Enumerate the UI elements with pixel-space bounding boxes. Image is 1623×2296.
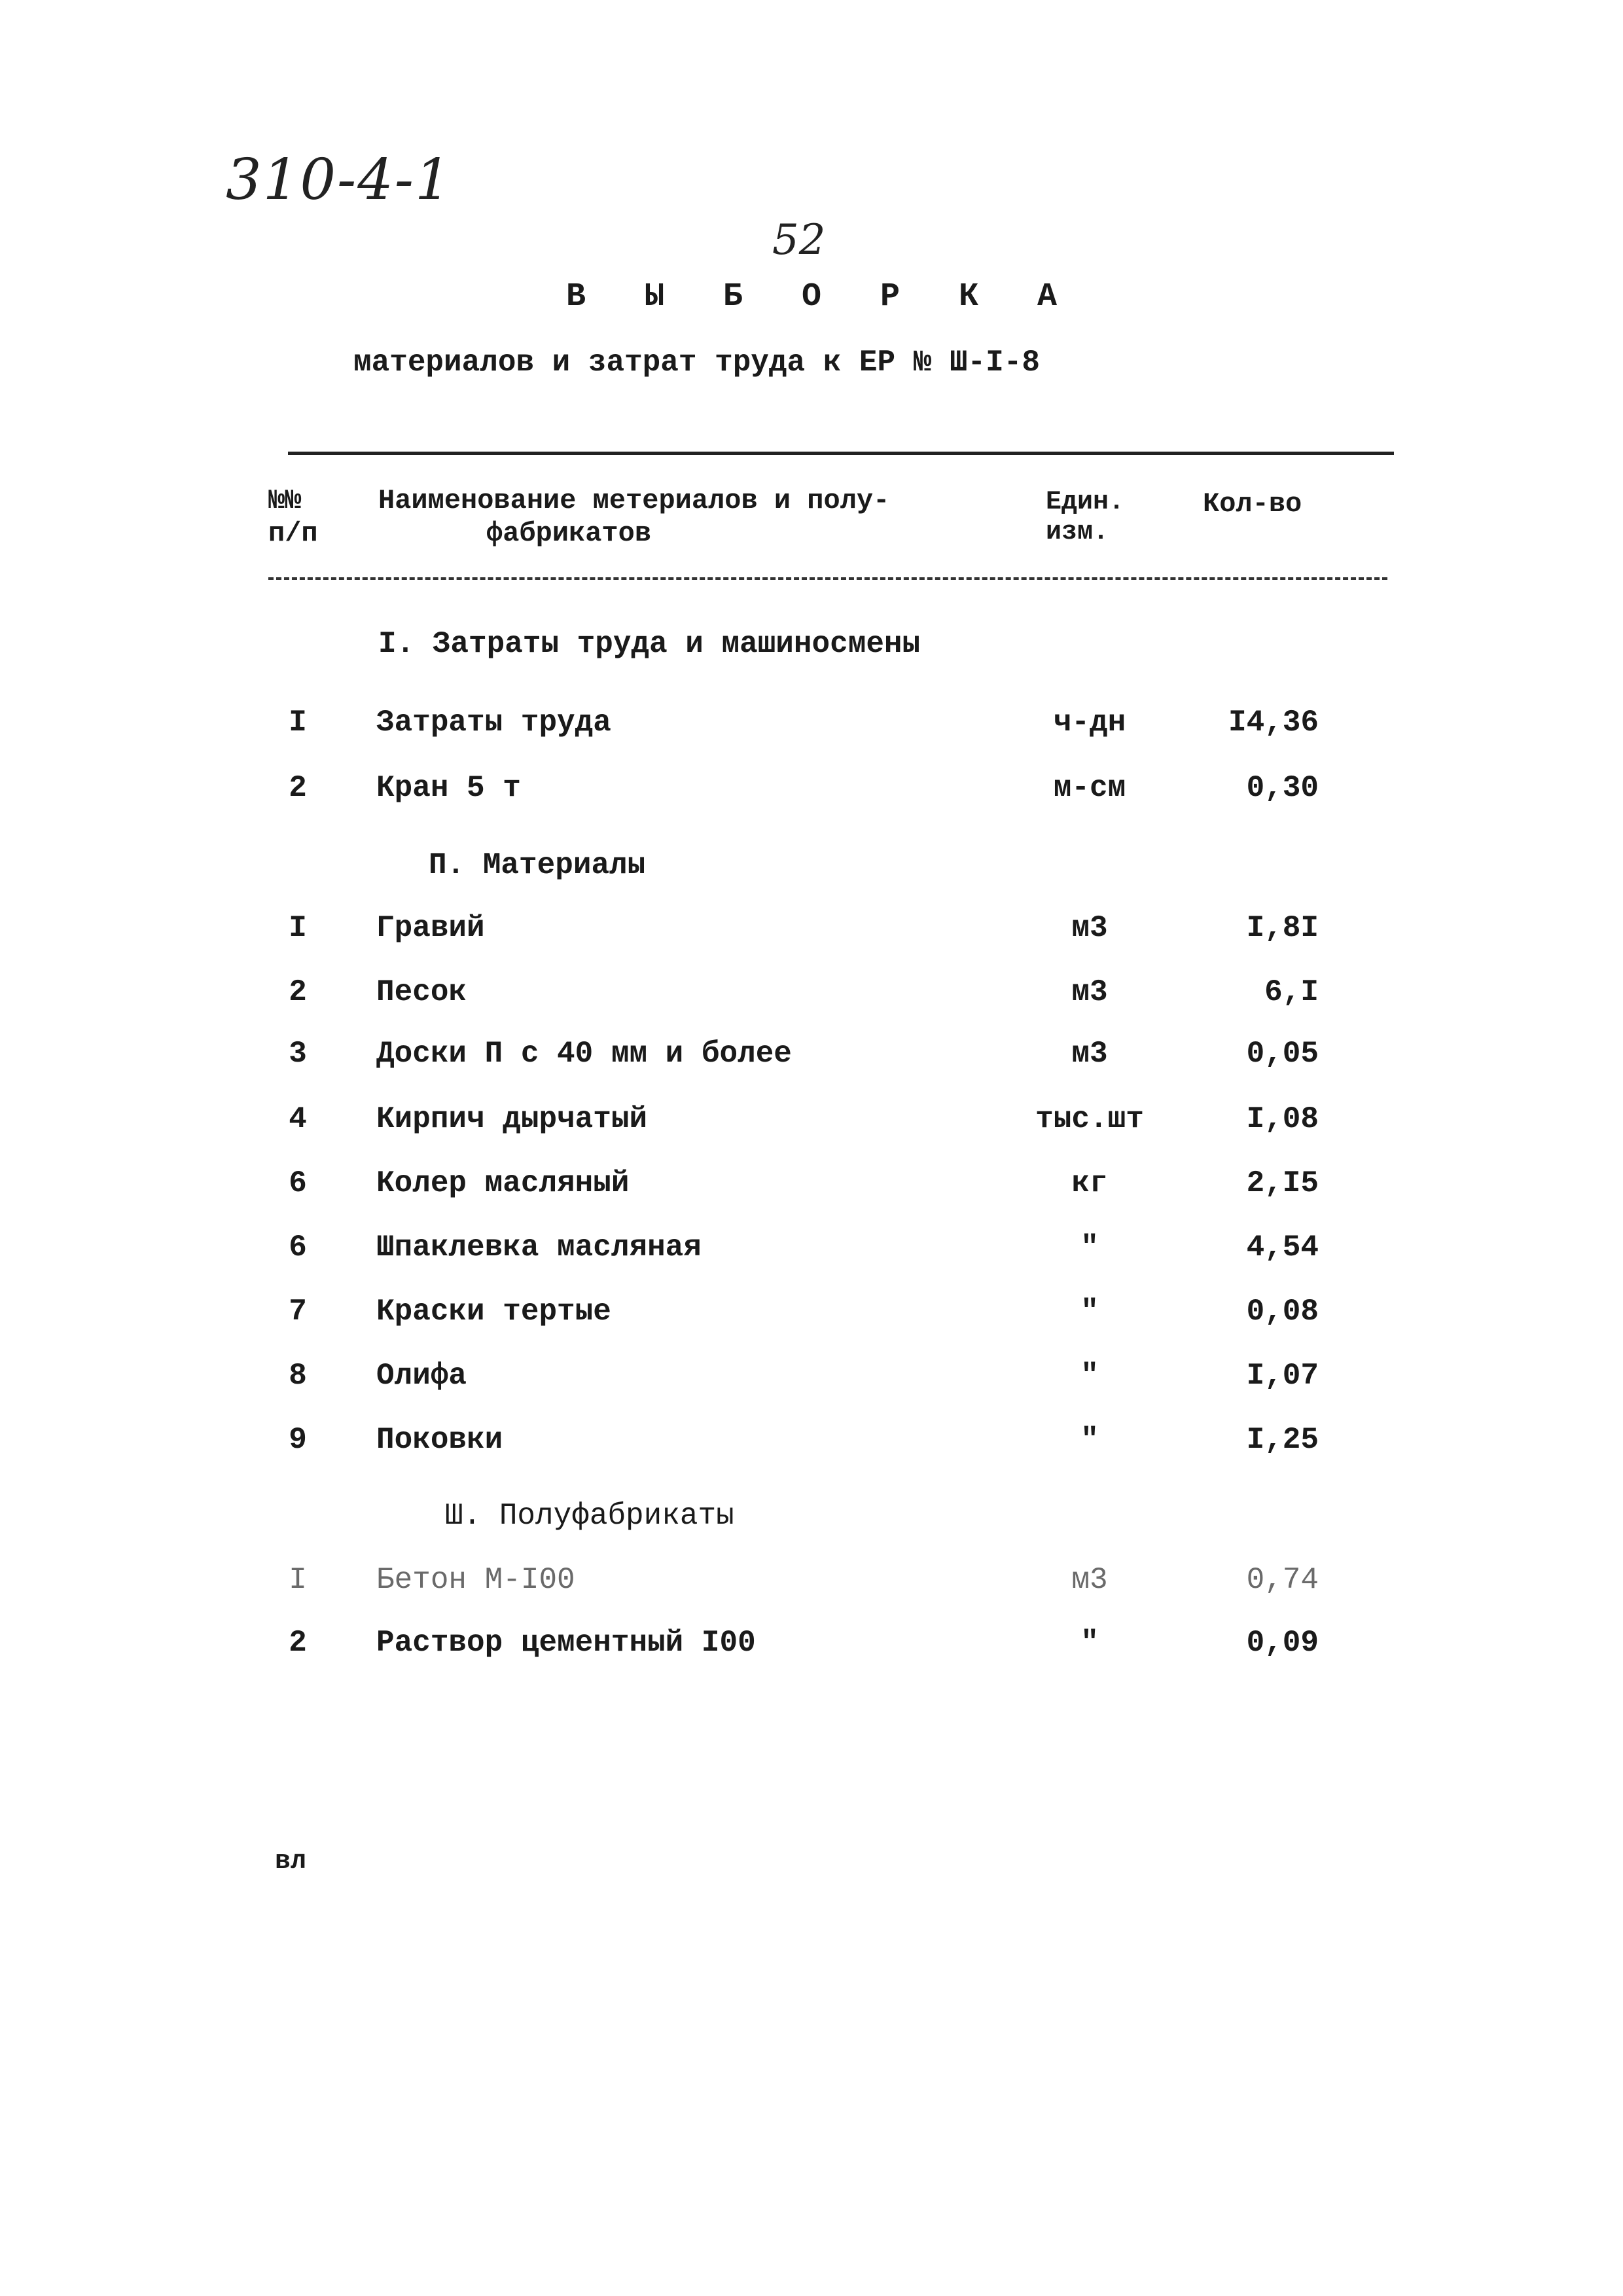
row-name: Краски тертые bbox=[376, 1295, 611, 1329]
row-name: Олифа bbox=[376, 1359, 467, 1393]
table-row bbox=[0, 975, 1623, 1014]
row-number: 3 bbox=[289, 1037, 307, 1071]
row-number: I bbox=[289, 911, 307, 945]
row-unit: " bbox=[1080, 1295, 1099, 1329]
row-unit: " bbox=[1080, 1230, 1099, 1265]
row-unit: " bbox=[1080, 1626, 1099, 1660]
handwritten-document-code: 310-4-1 bbox=[226, 147, 452, 213]
row-name: Доски П с 40 мм и более bbox=[376, 1037, 792, 1071]
table-top-rule bbox=[288, 452, 1394, 455]
row-number: I bbox=[289, 706, 307, 740]
row-quantity: I,07 bbox=[1246, 1359, 1319, 1393]
table-header-rule bbox=[268, 577, 1387, 580]
row-quantity: 4,54 bbox=[1246, 1230, 1319, 1265]
row-quantity: 0,09 bbox=[1246, 1626, 1319, 1660]
row-number: 2 bbox=[289, 975, 307, 1009]
header-number-line2: п/п bbox=[268, 518, 318, 549]
row-quantity: 0,05 bbox=[1246, 1037, 1319, 1071]
row-name: Кран 5 т bbox=[376, 771, 521, 805]
header-unit bbox=[1046, 488, 1164, 548]
document-title: В Ы Б О Р К А bbox=[565, 278, 1077, 315]
header-name-line2: фабрикатов bbox=[486, 518, 652, 549]
row-name: Песок bbox=[376, 975, 467, 1009]
handwritten-page-number: 52 bbox=[772, 216, 826, 264]
row-unit: м3 bbox=[1071, 1563, 1108, 1597]
row-unit: " bbox=[1080, 1359, 1099, 1393]
table-row bbox=[0, 771, 1623, 810]
table-row bbox=[0, 1423, 1623, 1462]
row-number: 2 bbox=[289, 1626, 307, 1660]
row-quantity: I,25 bbox=[1246, 1423, 1319, 1457]
row-number: 4 bbox=[289, 1102, 307, 1136]
table-row bbox=[0, 1102, 1623, 1141]
table-row bbox=[0, 1359, 1623, 1398]
row-unit: м3 bbox=[1071, 911, 1108, 945]
document-subtitle: материалов и затрат труда к ЕР № Ш-I-8 bbox=[353, 346, 1040, 380]
header-number-line1: №№ bbox=[268, 485, 302, 516]
row-unit: тыс.шт bbox=[1035, 1102, 1144, 1136]
row-unit: м-см bbox=[1053, 771, 1126, 805]
row-quantity: I,08 bbox=[1246, 1102, 1319, 1136]
header-name-line1: Наименование метериалов и полу- bbox=[378, 485, 890, 516]
section-title: Ш. Полуфабрикаты bbox=[445, 1499, 734, 1533]
row-unit: кг bbox=[1071, 1166, 1108, 1200]
row-quantity: 0,74 bbox=[1246, 1563, 1319, 1597]
row-number: 6 bbox=[289, 1230, 307, 1265]
table-row bbox=[0, 911, 1623, 950]
row-quantity: I,8I bbox=[1246, 911, 1319, 945]
header-unit-line2: изм. bbox=[1046, 518, 1109, 547]
section-title: I. Затраты труда и машиносмены bbox=[378, 627, 921, 661]
footer-mark: вл bbox=[275, 1847, 307, 1876]
row-quantity: 6,I bbox=[1264, 975, 1319, 1009]
table-row bbox=[0, 1626, 1623, 1665]
section-title: П. Материалы bbox=[429, 848, 646, 882]
row-number: I bbox=[289, 1563, 307, 1597]
row-name: Бетон М-I00 bbox=[376, 1563, 575, 1597]
table-row bbox=[0, 706, 1623, 745]
row-name: Поковки bbox=[376, 1423, 503, 1457]
row-name: Раствор цементный I00 bbox=[376, 1626, 756, 1660]
row-number: 6 bbox=[289, 1166, 307, 1200]
row-number: 9 bbox=[289, 1423, 307, 1457]
table-row bbox=[0, 1230, 1623, 1270]
header-name bbox=[378, 484, 1033, 550]
table-row bbox=[0, 1295, 1623, 1334]
header-number bbox=[268, 484, 360, 550]
table-row bbox=[0, 1166, 1623, 1206]
row-name: Кирпич дырчатый bbox=[376, 1102, 648, 1136]
row-number: 2 bbox=[289, 771, 307, 805]
header-quantity: Кол-во bbox=[1203, 488, 1302, 520]
row-name: Затраты труда bbox=[376, 706, 611, 740]
row-unit: м3 bbox=[1071, 1037, 1108, 1071]
row-quantity: I4,36 bbox=[1228, 706, 1319, 740]
header-unit-line1: Един. bbox=[1046, 488, 1125, 517]
row-quantity: 0,08 bbox=[1246, 1295, 1319, 1329]
table-row bbox=[0, 1563, 1623, 1602]
row-unit: м3 bbox=[1071, 975, 1108, 1009]
row-quantity: 0,30 bbox=[1246, 771, 1319, 805]
row-name: Колер масляный bbox=[376, 1166, 630, 1200]
row-name: Шпаклевка масляная bbox=[376, 1230, 702, 1265]
row-unit: ч-дн bbox=[1053, 706, 1126, 740]
row-unit: " bbox=[1080, 1423, 1099, 1457]
row-number: 7 bbox=[289, 1295, 307, 1329]
row-quantity: 2,I5 bbox=[1246, 1166, 1319, 1200]
row-name: Гравий bbox=[376, 911, 485, 945]
row-number: 8 bbox=[289, 1359, 307, 1393]
table-row bbox=[0, 1037, 1623, 1076]
